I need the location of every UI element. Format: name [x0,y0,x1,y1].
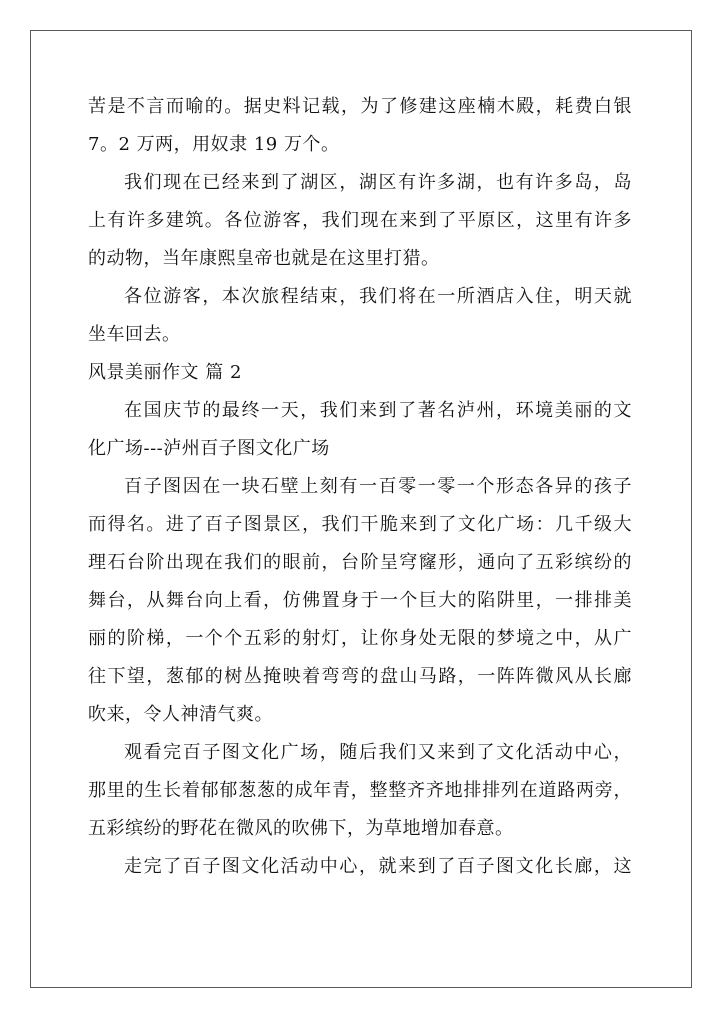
text-line: 我们现在已经来到了湖区，湖区有许多湖，也有许多岛，岛 [124,172,632,193]
text-line: 在国庆节的最终一天，我们来到了著名泸州，环境美丽的文 [124,400,632,421]
section-heading: 风景美丽作文 篇 2 [88,362,242,383]
paragraph-4 [88,392,632,468]
text-line: 走完了百子图文化活动中心，就来到了百子图文化长廊，这 [124,856,632,877]
paragraph-5 [88,468,632,734]
text-line: 化广场---泸州百子图文化广场 [88,438,330,459]
text-line: 观看完百子图文化广场，随后我们又来到了文化活动中心， [124,742,632,763]
text-line: 舞台，从舞台向上看，仿佛置身于一个巨大的陷阱里，一排排美 [88,590,632,611]
text-line: 往下望，葱郁的树丛掩映着弯弯的盘山马路，一阵阵微风从长廊 [88,666,632,687]
text-line: 百子图因在一块石壁上刻有一百零一零一个形态各异的孩子 [124,476,632,497]
text-line: 各位游客，本次旅程结束，我们将在一所酒店入住，明天就 [124,286,632,307]
text-line: 上有许多建筑。各位游客，我们现在来到了平原区，这里有许多 [88,210,632,231]
paragraph-6 [88,734,632,848]
text-line: 的动物，当年康熙皇帝也就是在这里打猎。 [88,248,440,269]
text-line: 坐车回去。 [88,324,181,345]
text-line: 理石台阶出现在我们的眼前，台阶呈穹窿形，通向了五彩缤纷的 [88,552,632,573]
paragraph-1 [88,88,632,164]
document-body [88,88,632,886]
text-line: 苦是不言而喻的。据史料记载，为了修建这座楠木殿，耗费白银 [88,96,632,117]
text-line: 7。2 万两，用奴隶 19 万个。 [88,134,340,155]
text-line: 五彩缤纷的野花在微风的吹佛下，为草地增加春意。 [88,818,514,839]
text-line: 而得名。进了百子图景区，我们干脆来到了文化广场：几千级大 [88,514,632,535]
paragraph-3 [88,278,632,354]
text-line: 那里的生长着郁郁葱葱的成年青，整整齐齐地排排列在道路两旁， [88,780,632,801]
paragraph-2 [88,164,632,278]
text-line: 丽的阶梯，一个个五彩的射灯，让你身处无限的梦境之中，从广 [88,628,632,649]
paragraph-7 [88,848,632,886]
text-line: 吹来，令人神清气爽。 [88,704,273,725]
